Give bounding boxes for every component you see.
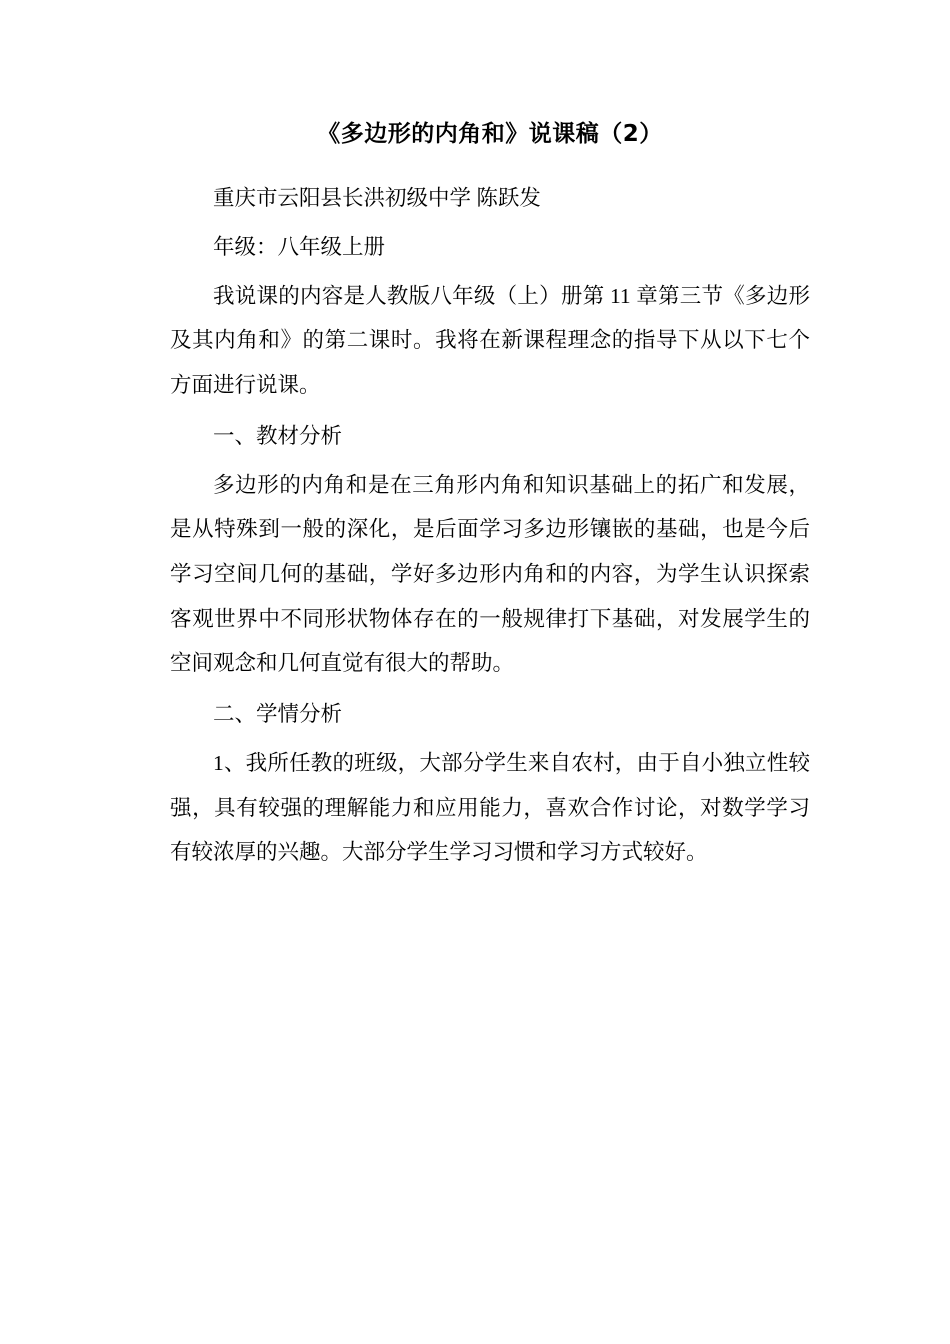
section-heading-1: 一、教材分析 xyxy=(213,423,343,448)
grade-line: 年级：八年级上册 xyxy=(213,234,386,259)
intro-paragraph: 我说课的内容是人教版八年级（上）册第 11 章第三节《多边形及其内角和》的第二课时。我将在新课程理念的指导下从以下七个方面进行说课。 xyxy=(170,283,810,398)
section-1-paragraph-1: 多边形的内角和是在三角形内角和知识基础上的拓广和发展，是从特殊到一般的深化，是后面学习多边形镶嵌的基础，也是今后学习空间几何的基础，学好多边形内角和的内容，为学生认识探索客观世界中不同形状物体存在的一般规律打下基础，对发展学生的空间观念和几何直觉有很大的帮助。 xyxy=(170,472,810,676)
author-line: 重庆市云阳县长洪初级中学 陈跃发 xyxy=(213,186,541,211)
section-2-paragraph-1: 1、我所任教的班级，大部分学生来自农村，由于自小独立性较强，具有较强的理解能力和应用能力，喜欢合作讨论，对数学学习有较浓厚的兴趣。大部分学生学习习惯和学习方式较好。 xyxy=(170,750,810,865)
page-title: 《多边形的内角和》说课稿（2） xyxy=(317,121,663,147)
section-heading-2: 二、学情分析 xyxy=(213,702,343,727)
